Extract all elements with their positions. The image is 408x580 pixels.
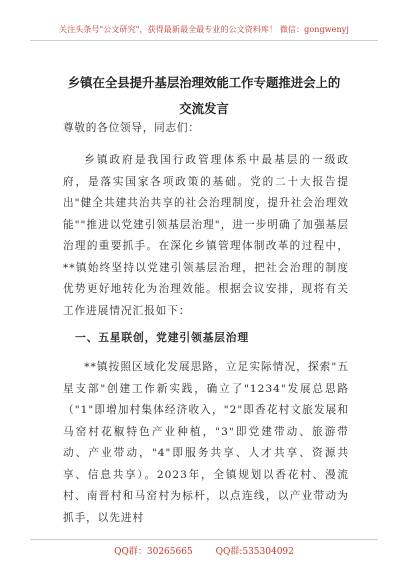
header-banner: 关注头条号"公文研究"，获得最新最全最专业的公文资料库！ 微信：gongwenyj: [59, 25, 349, 34]
footer: [0, 544, 408, 557]
section-heading: 一、五星联创，党建引领基层治理: [75, 331, 249, 344]
paragraph-intro: 乡镇政府是我国行政管理体系中最基层的一级政府，是落实国家各项政策的基础。党的二十大报告提出"健全共建共治共享的社会治理制度，提升社会治理效能""推进以党建引领基层治理"，进一步明确了加强基层治理的重要抓手。在深化乡镇管理体制改革的过程中，**镇始终坚持以党建引领基层治理，把社会治理的制度优势更好地转化为治理效能。根据会议安排，现将有关工作进展情况汇报如下：: [63, 154, 349, 317]
footer-qq-group-2: QQ群:535304092: [215, 547, 294, 557]
document-title: 乡镇在全县提升基层治理效能工作专题推进会上的交流发言: [67, 75, 341, 116]
paragraph-section-one: **镇按照区域化发展思路，立足实际情况，探索"五星支部"创建工作新实践，确立了"1234"发展总思路（"1"即增加村集体经济收入，"2"即香花村文旅发展和马窑村花椒特色产业种植，"3"即党建带动、旅游带动、产业带动，"4"即服务共享、人才共享、资源共享、信息共享）。2023年，全镇规划以香花村、漫流村、南晋村和马窑村为标杆，以点连线，以产业带动为抓手，以先进村: [63, 361, 349, 524]
footer-divider: [30, 539, 378, 540]
salutation: 尊敬的各位领导，同志们：: [63, 122, 200, 134]
header-divider: [30, 40, 378, 41]
footer-qq-group-1: QQ群：30265665: [114, 547, 193, 557]
